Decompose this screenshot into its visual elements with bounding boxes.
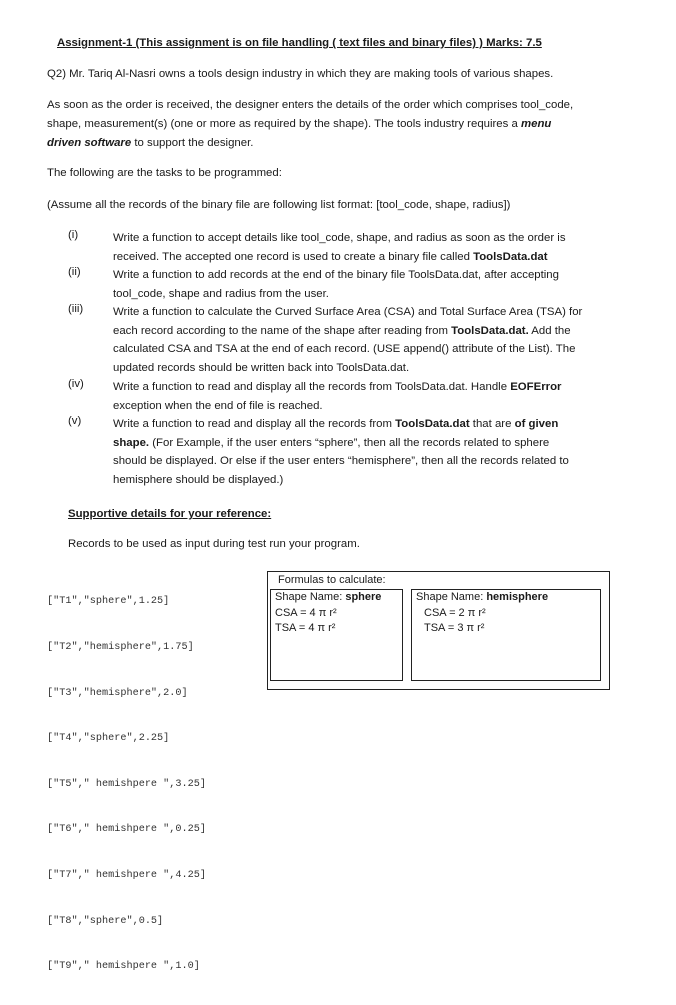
hemisphere-formula-box xyxy=(411,589,601,681)
sphere-formula-box xyxy=(270,589,403,681)
para-line-1: As soon as the order is received, the designer enters the details of the order which comprises tool_code, xyxy=(47,99,574,111)
para-line-2 xyxy=(47,115,551,134)
task-line xyxy=(113,415,633,434)
record-line: ["T1","sphere",1.25] xyxy=(47,596,170,608)
task-line-part: each record according to the name of the shape after reading from xyxy=(113,324,452,337)
task-line: calculated CSA and TSA at the end of each record. (USE append() attribute of the List). The xyxy=(113,343,576,356)
assignment-title: Assignment-1 (This assignment is on file handling ( text files and binary files) ) Marks: 7.5 xyxy=(57,37,542,49)
task-line: Write a function to accept details like tool_code, shape, and radius as soon as the order is xyxy=(113,232,566,244)
task-line xyxy=(113,378,633,397)
record-line: ["T7"," hemishpere ",4.25] xyxy=(47,870,206,882)
shape-label: Shape Name: xyxy=(275,591,346,603)
task-number: (iii) xyxy=(68,303,84,315)
sphere-shape-name xyxy=(271,590,402,606)
record-line: ["T2","hemisphere",1.75] xyxy=(47,642,194,654)
task-text xyxy=(113,229,633,266)
task-line-bold: ToolsData.dat. xyxy=(451,324,529,337)
driven-software-text: driven software xyxy=(47,137,132,149)
task-number: (ii) xyxy=(68,266,81,278)
sphere-csa: CSA = 4 π r² xyxy=(275,606,337,619)
shape-name: hemisphere xyxy=(486,591,549,603)
task-line-bold: ToolsData.dat xyxy=(395,418,470,430)
task-line xyxy=(113,248,633,267)
task-number: (i) xyxy=(68,229,79,241)
task-line xyxy=(113,434,633,453)
para-line-3-text: to support the designer. xyxy=(131,137,254,149)
task-number: (iv) xyxy=(68,378,84,390)
task-line: hemisphere should be displayed.) xyxy=(113,473,284,486)
formula-title: Formulas to calculate: xyxy=(278,574,386,586)
task-line: Write a function to add records at the end of the binary file ToolsData.dat, after accepting xyxy=(113,269,559,281)
records-list xyxy=(47,564,206,1005)
task-text xyxy=(113,415,633,489)
task-text xyxy=(113,303,633,377)
records-intro: Records to be used as input during test run your program. xyxy=(68,538,360,550)
task-text xyxy=(113,266,633,303)
supportive-heading: Supportive details for your reference: xyxy=(68,508,272,520)
task-line-bold: shape. xyxy=(113,436,150,449)
task-line-part: received. The accepted one record is used to create a binary file called xyxy=(113,250,474,263)
task-line xyxy=(113,322,633,341)
record-line: ["T9"," hemishpere ",1.0] xyxy=(47,961,200,973)
formula-box xyxy=(267,571,610,690)
task-line-bold: of given xyxy=(514,418,559,430)
tasks-heading: The following are the tasks to be programmed: xyxy=(47,167,282,179)
task-line-bold: EOFError xyxy=(510,381,562,393)
hemisphere-shape-name xyxy=(412,590,600,606)
task-line-bold: ToolsData.dat xyxy=(473,250,548,263)
shape-name: sphere xyxy=(345,591,382,603)
record-line: ["T4","sphere",2.25] xyxy=(47,733,170,745)
menu-driven-text: menu xyxy=(521,118,552,130)
task-line-part: Write a function to read and display all the records from xyxy=(113,418,396,430)
para-line-3 xyxy=(47,134,253,153)
record-line: ["T6"," hemishpere ",0.25] xyxy=(47,824,206,836)
task-number: (v) xyxy=(68,415,82,427)
task-text xyxy=(113,378,633,415)
para-line-2-text: shape, measurement(s) (one or more as required by the shape). The tools industry requires a xyxy=(47,118,518,130)
hemisphere-csa: CSA = 2 π r² xyxy=(424,606,486,619)
task-line: Write a function to calculate the Curved Surface Area (CSA) and Total Surface Area (TSA) for xyxy=(113,306,583,318)
record-line: ["T5"," hemishpere ",3.25] xyxy=(47,778,206,790)
task-line: updated records should be written back into ToolsData.dat. xyxy=(113,361,410,374)
assume-note: (Assume all the records of the binary file are following list format: [tool_code, shape, radius]) xyxy=(47,199,511,211)
record-line: ["T8","sphere",0.5] xyxy=(47,915,164,927)
task-line-part: Write a function to read and display all the records from ToolsData.dat. Handle xyxy=(113,381,511,393)
sphere-tsa: TSA = 4 π r² xyxy=(275,622,336,634)
hemisphere-tsa: TSA = 3 π r² xyxy=(424,622,485,634)
task-line: should be displayed. Or else if the user enters “hemisphere”, then all the records related to xyxy=(113,455,569,468)
question-intro: Q2) Mr. Tariq Al-Nasri owns a tools design industry in which they are making tools of various shapes. xyxy=(47,68,554,80)
task-line-part: that are xyxy=(469,418,515,430)
task-line: tool_code, shape and radius from the user. xyxy=(113,287,329,300)
task-line: exception when the end of file is reached. xyxy=(113,399,323,412)
task-line-part: Add the xyxy=(528,324,571,337)
shape-label: Shape Name: xyxy=(416,591,487,603)
task-line-part: (For Example, if the user enters “sphere”, then all the records related to sphere xyxy=(149,436,550,449)
record-line: ["T3","hemisphere",2.0] xyxy=(47,687,188,699)
